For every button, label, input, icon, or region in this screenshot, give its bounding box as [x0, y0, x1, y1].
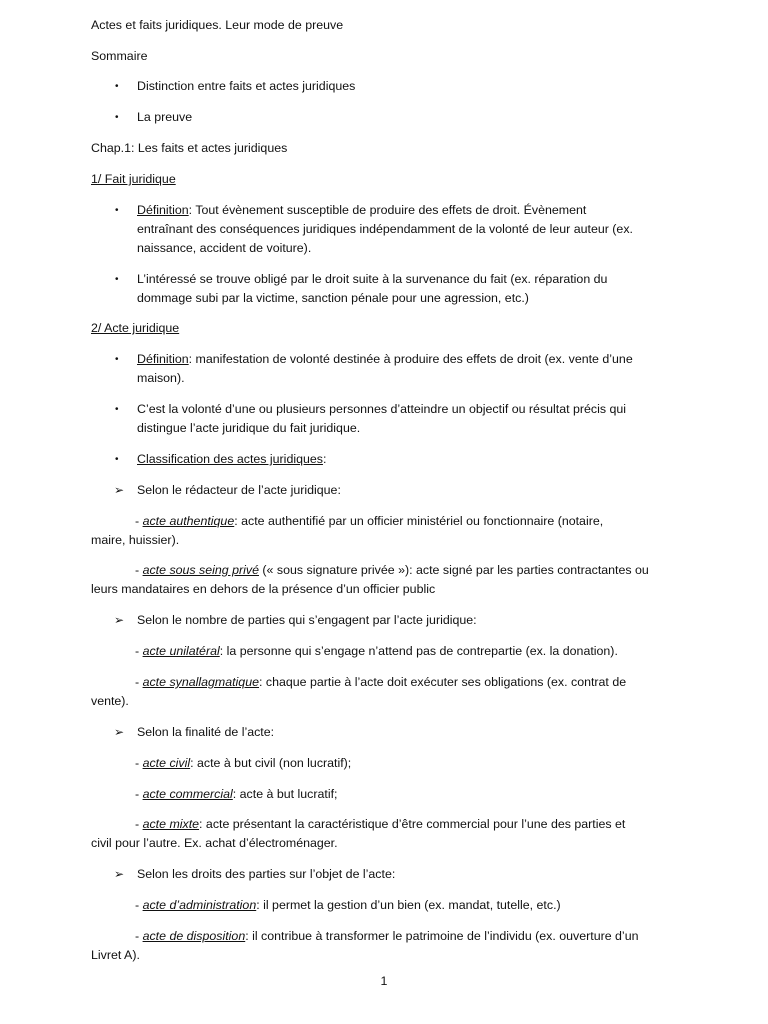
sommaire-item: Distinction entre faits et actes juridiques: [137, 79, 356, 93]
list-item: - acte commercial: acte à but lucratif;: [135, 787, 338, 801]
text-line: leurs mandataires en dehors de la présence d’un officier public: [91, 582, 436, 596]
sommaire-heading: Sommaire: [91, 49, 148, 63]
classification-criterion: Selon les droits des parties sur l’objet de l’acte:: [137, 867, 396, 881]
bullet-icon: •: [115, 274, 119, 285]
list-item: - acte authentique: acte authentifié par un officier ministériel ou fonctionnaire (notaire,: [135, 514, 604, 528]
text-line: distingue l’acte juridique du fait juridique.: [137, 421, 361, 435]
classification-label: Classification des actes juridiques:: [137, 452, 327, 466]
bullet-icon: •: [115, 454, 119, 465]
sommaire-item: La preuve: [137, 110, 193, 124]
section1-heading: 1/ Fait juridique: [91, 172, 176, 186]
bullet-icon: •: [115, 205, 119, 216]
text-line: civil pour l’autre. Ex. achat d’électroménager.: [91, 836, 338, 850]
section2-heading: 2/ Acte juridique: [91, 321, 180, 335]
page-number: 1: [380, 974, 388, 988]
chapter-heading: Chap.1: Les faits et actes juridiques: [91, 141, 288, 155]
text-line: dommage subi par la victime, sanction pénale pour une agression, etc.): [137, 291, 529, 305]
arrow-bullet-icon: ➢: [114, 613, 125, 627]
bullet-icon: •: [115, 354, 119, 365]
section1-definition: Définition: Tout évènement susceptible de produire des effets de droit. Évènement: [137, 203, 587, 217]
classification-criterion: Selon le nombre de parties qui s’engagent par l’acte juridique:: [137, 613, 477, 627]
text-line: C’est la volonté d’une ou plusieurs personnes d’atteindre un objectif ou résultat précis qui: [137, 402, 627, 416]
bullet-icon: •: [115, 404, 119, 415]
list-item: - acte d’administration: il permet la gestion d’un bien (ex. mandat, tutelle, etc.): [135, 898, 561, 912]
bullet-icon: •: [115, 81, 119, 92]
document-title: Actes et faits juridiques. Leur mode de preuve: [91, 18, 344, 32]
text-line: entraînant des conséquences juridiques indépendamment de la volonté de leur auteur (ex.: [137, 222, 633, 236]
list-item: - acte sous seing privé (« sous signature privée »): acte signé par les parties contractantes ou: [135, 563, 649, 577]
list-item: - acte synallagmatique: chaque partie à l’acte doit exécuter ses obligations (ex. contrat de: [135, 675, 627, 689]
arrow-bullet-icon: ➢: [114, 725, 125, 739]
classification-criterion: Selon le rédacteur de l’acte juridique:: [137, 483, 341, 497]
text-line: maison).: [137, 371, 185, 385]
list-item: - acte unilatéral: la personne qui s’engage n’attend pas de contrepartie (ex. la donation).: [135, 644, 618, 658]
arrow-bullet-icon: ➢: [114, 483, 125, 497]
list-item: - acte de disposition: il contribue à transformer le patrimoine de l’individu (ex. ouverture d’un: [135, 929, 639, 943]
bullet-icon: •: [115, 112, 119, 123]
text-line: vente).: [91, 694, 129, 708]
list-item: - acte civil: acte à but civil (non lucratif);: [135, 756, 352, 770]
text-line: L’intéressé se trouve obligé par le droit suite à la survenance du fait (ex. réparation du: [137, 272, 608, 286]
text-line: Livret A).: [91, 948, 140, 962]
text-line: maire, huissier).: [91, 533, 180, 547]
text-line: naissance, accident de voiture).: [137, 241, 312, 255]
list-item: - acte mixte: acte présentant la caractéristique d’être commercial pour l’une des parties et: [135, 817, 626, 831]
section2-definition: Définition: manifestation de volonté destinée à produire des effets de droit (ex. vente d’une: [137, 352, 633, 366]
arrow-bullet-icon: ➢: [114, 867, 125, 881]
classification-criterion: Selon la finalité de l’acte:: [137, 725, 275, 739]
